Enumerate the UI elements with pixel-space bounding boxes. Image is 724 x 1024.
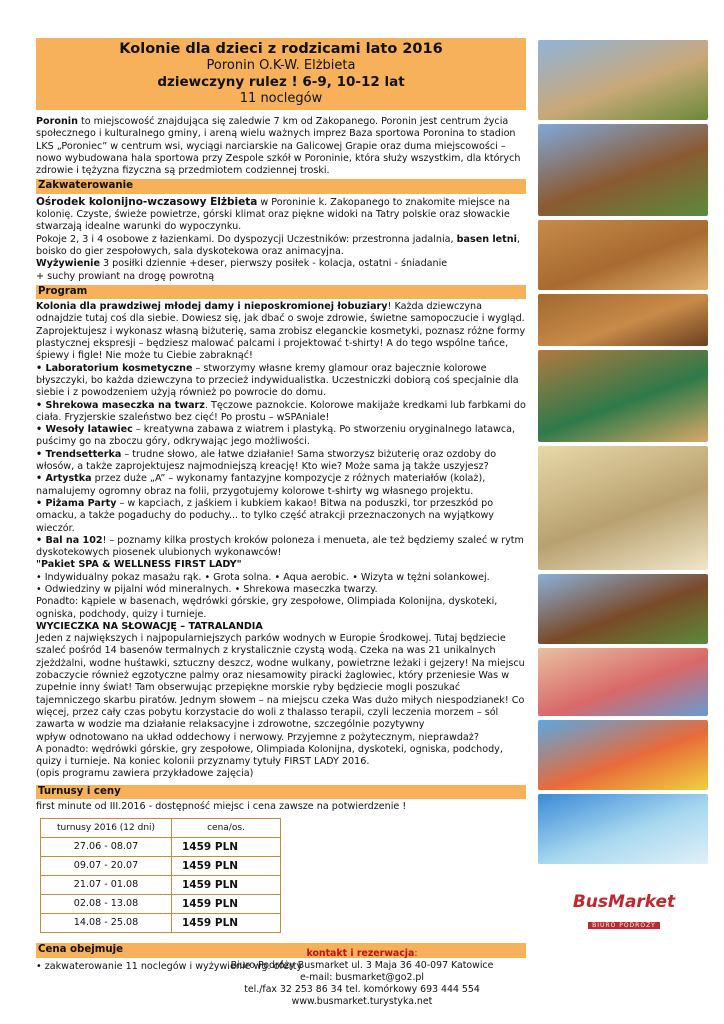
program-item: [36, 424, 526, 449]
program-item-text: – trudne słowo, ale łatwe działanie! Sama stworzysz biżuterię oraz ozdoby do włosów, a także zaprojektujesz najmodniejszą kreację! Kto wie? Może sama ją także uszyjesz?: [36, 448, 497, 473]
photo-dining-hall: [538, 220, 708, 290]
program-item: [36, 473, 526, 498]
busmarket-logo: [554, 892, 694, 931]
program-item-title: • Wesoły latawiec: [36, 424, 133, 436]
term-cell: 21.07 - 01.08: [41, 876, 172, 895]
food-text: 3 posiłki dziennie +deser, pierwszy posiłek - kolacja, ostatni - śniadanie: [99, 258, 448, 270]
food-extra: + suchy prowiant na drogę powrotną: [36, 270, 215, 282]
spa-line-1: • Indywidualny pokaz masażu rąk. • Grota solna. • Aqua aerobic. • Wizyta w tężni solankowej.: [36, 571, 490, 583]
contact-email[interactable]: e-mail: busmarket@go2.pl: [300, 972, 424, 983]
program-lead: Kolonia dla prawdziwej młodej damy i nieposkromionej łobuziary: [36, 301, 388, 313]
program-item-text: ! – poznamy kilka prostych kroków poloneza i menueta, ale też będziemy szaleć w rytm dyskotekowych piosenek ulubionych wykonawców!: [36, 534, 524, 559]
table-row: [41, 838, 281, 857]
program-item-text: . Tęczowe paznokcie. Kolorowe makijaże kredkami lub farbkami do ciała. Fryzjerskie szaleństwo bez cięć! Po prostu – wSPAniale!: [36, 399, 526, 423]
intro-text: to miejscowość znajdująca się zaledwie 7 km od Zakopanego. Poronin jest centrum życia społecznego i kulturalnego gminy, i areną wielu ważnych imprez Baza sportowa Poronina to stadion LKS „Poroniec” w centrum wsi, wyciągi narciarskie na Galicowej Grapie oraz duma miejscowości – nowo wybudowana hala sportowa przy Zespole szkół w Poroninie, która służy wszystkim, dla których zdrowie i tężyzna fizyczna są przedmiotem codziennej troski.: [36, 116, 521, 177]
section-program: Program: [36, 285, 526, 299]
program-item-title: • Artystka: [36, 473, 92, 485]
trip-text-2: wpływ odnotowano na układ oddechowy i nerwowy. Przyjemne z pożytecznym, nieprawdaż?: [36, 731, 479, 743]
accommodation-text: w Poroninie k. Zakopanego to znakomite miejsce na kolonię. Czyste, świeże powietrze, górski klimat oraz piękne widoki na Tatry polskie oraz słowackie stwarzają idealne warunki do wypoczynku.: [36, 196, 511, 233]
table-row: [41, 895, 281, 914]
program-subtitle: dziewczyny rulez ! 6-9, 10-12 lat: [157, 74, 405, 90]
photo-wooden-room: [538, 294, 708, 346]
contact-colon: :: [414, 948, 418, 959]
contact-block: [0, 948, 724, 1008]
program-item-text: przez duże „A” – wykonamy fantazyjne kompozycje z różnych materiałów (kolaż), namalujemy ogromny obraz na folii, przygotujemy kolorowe t-shirty wg własnego projektu.: [36, 473, 486, 497]
place-name: Poronin O.K-W. Elżbieta: [206, 58, 356, 73]
table-header-row: [41, 819, 281, 838]
program-item-text: – stworzymy własne kremy glamour oraz bajecznie kolorowe błyszczyki, bo każda dziewczyna to przecież indywidualistka. Uczestniczki dobiorą coś specjalnie dla siebie i z powodzeniem użyją również po powrocie do domu.: [36, 362, 519, 399]
food-paragraph: [36, 258, 526, 270]
contact-title: kontakt i rezerwacja: [306, 948, 415, 959]
nights-count: 11 noclegów: [239, 91, 323, 106]
program-item-text: – kreatywna zabawa z wiatrem i plastyką. Po stworzeniu oryginalnego latawca, puścimy go na zboczu góry, odkrywając jego możliwości.: [36, 424, 516, 448]
program-item: [36, 363, 526, 400]
term-cell: 27.06 - 08.07: [41, 838, 172, 857]
photo-aquapark: [538, 720, 708, 790]
term-cell: 09.07 - 20.07: [41, 857, 172, 876]
photo-mountain-girls: [538, 40, 708, 120]
pool-highlight: basen letni: [456, 233, 517, 245]
title-banner: [36, 38, 526, 110]
trip-text: Jeden z największych i najpopularniejszych parków wodnych w Europie Środkowej. Tutaj będziecie szaleć pośród 14 basenów termalnych z krystalicznie czystą wodą. Czeka na was 21 unikalnych zjeżdżalni, wodne huśtawki, sztuczny deszcz, wodne wulkany, powietrzne leżaki i gejzery! Na miejscu zobaczycie również egzotyczne palmy oraz niesamowity piracki żaglowiec, który przeniesie Was w zupełnie inny świat! Tam obserwując przepiękne morskie ryby będziecie mogli poszukać tajemniczego skarbu piratów. Jednym słowem – na miejscu czeka Was dużo miłych niespodzianek! Co więcej, przez cały czas pobytu korzystacie do woli z thalasso terapii, czyli leczenia morzem – sól zawarta w wodzie ma działanie relaksacyjne i zdrowotne, szczególnie pozytywny: [36, 633, 525, 731]
price-cell: 1459 PLN: [172, 895, 281, 914]
rooms-paragraph: [36, 234, 526, 259]
spa-title: "Pakiet SPA & WELLNESS FIRST LADY": [36, 559, 242, 571]
trip-note: (opis programu zawiera przykładowe zajęcia): [36, 768, 254, 780]
term-cell: 02.08 - 13.08: [41, 895, 172, 914]
logo-name: BusMarket: [572, 892, 676, 912]
main-column: [36, 38, 526, 973]
food-lead: Wyżywienie: [36, 258, 100, 270]
photo-children-group: [538, 648, 708, 716]
contact-phone: tel./fax 32 253 86 34 tel. komórkowy 693 444 554: [244, 984, 480, 995]
photo-column: [538, 40, 708, 868]
price-cell: 1459 PLN: [172, 838, 281, 857]
table-row: [41, 876, 281, 895]
photo-billiard-room: [538, 350, 708, 442]
section-accommodation: Zakwaterowanie: [36, 179, 526, 193]
page-title: Kolonie dla dzieci z rodzicami lato 2016: [119, 41, 443, 57]
photo-water-slide: [538, 794, 708, 864]
price-table: [40, 818, 281, 933]
contact-website[interactable]: www.busmarket.turystyka.net: [291, 996, 433, 1007]
spa-line-2: • Odwiedziny w pijalni wód mineralnych. • Shrekowa maseczka twarzy.: [36, 583, 378, 595]
program-lead-text: ! Każda dziewczyna odnajdzie tutaj coś dla siebie. Dowiesz się, jak dbać o swoje zdrowie, świetne samopoczucie i wygląd. Zaprojektujesz i wykonasz własną biżuterię, sama zrobisz eleganckie kosmetyki, poznasz różne formy plastycznej ekspresji – będziesz malować palcami i projektować t-shirty! A do tego wspólne tańce, śpiewy i figle! Nie może tu Ciebie zabraknąć!: [36, 301, 526, 362]
section-terms: Turnusy i ceny: [36, 785, 526, 799]
program-item: [36, 498, 526, 535]
includes-item: • zakwaterowanie 11 noclegów i wyżywienie wg. oferty: [36, 960, 303, 972]
col-price-header: cena/os.: [172, 819, 281, 838]
section-includes: Cena obejmuje: [36, 943, 526, 957]
contact-address: Biuro Podróży Busmarket ul. 3 Maja 36 40-097 Katowice: [230, 960, 494, 971]
program-extra: Ponadto: kąpiele w basenach, wędrówki górskie, gry zespołowe, Olimpiada Kolonijna, dyskoteki, ogniska, podchody, quizy i turnieje.: [36, 596, 498, 620]
program-item-title: • Trendsetterka: [36, 448, 122, 460]
program-intro: [36, 301, 526, 362]
rooms-text-end: , boisko do gier zespołowych, sala dyskotekowa oraz animacyjna.: [36, 233, 520, 257]
term-cell: 14.08 - 25.08: [41, 914, 172, 933]
intro-lead: Poronin: [36, 116, 78, 127]
program-item-title: • Piżama Party: [36, 497, 117, 509]
program-item-title: • Laboratorium kosmetyczne: [36, 362, 193, 374]
logo-tagline: BIURO PODRÓŻY: [588, 922, 660, 929]
price-cell: 1459 PLN: [172, 857, 281, 876]
table-row: [41, 857, 281, 876]
photo-resort-building: [538, 124, 708, 216]
program-item: [36, 400, 526, 425]
program-item: [36, 449, 526, 474]
program-item-text: – w kapciach, z jaśkiem i kubkiem kakao! Bitwa na poduszki, tor przeszkód po omacku, a także pogaduchy do poduchy... to tylko część atrakcji przeznaczonych na wyjątkowy wieczór.: [36, 497, 494, 534]
resort-name: Ośrodek kolonijno-wczasowy Elżbieta: [36, 195, 258, 208]
price-cell: 1459 PLN: [172, 876, 281, 895]
accommodation-paragraph: [36, 196, 526, 234]
col-term-header: turnusy 2016 (12 dni): [41, 819, 172, 838]
price-cell: 1459 PLN: [172, 914, 281, 933]
photo-bedroom: [538, 446, 708, 570]
first-minute-note: first minute od III.2016 - dostępność miejsc i cena zawsze na potwierdzenie !: [36, 801, 407, 813]
trip-text-3: A ponadto: wędrówki górskie, gry zespołowe, Olimpiada Kolonijna, dyskoteki, ogniska, podchody, quizy i turnieje. Na koniec kolonii przyznamy tytuły FIRST LADY 2016.: [36, 743, 503, 768]
program-item: [36, 535, 526, 560]
intro-paragraph: [36, 116, 526, 177]
rooms-text: Pokoje 2, 3 i 4 osobowe z łazienkami. Do dyspozycji Uczestników: przestronna jadalnia,: [36, 233, 457, 245]
table-row: [41, 914, 281, 933]
program-item-title: • Bal na 102: [36, 534, 103, 546]
photo-upside-house: [538, 574, 708, 644]
trip-title: WYCIECZKA NA SŁOWACJĘ – TATRALANDIA: [36, 620, 263, 632]
program-item-title: • Shrekowa maseczka na twarz: [36, 399, 205, 411]
